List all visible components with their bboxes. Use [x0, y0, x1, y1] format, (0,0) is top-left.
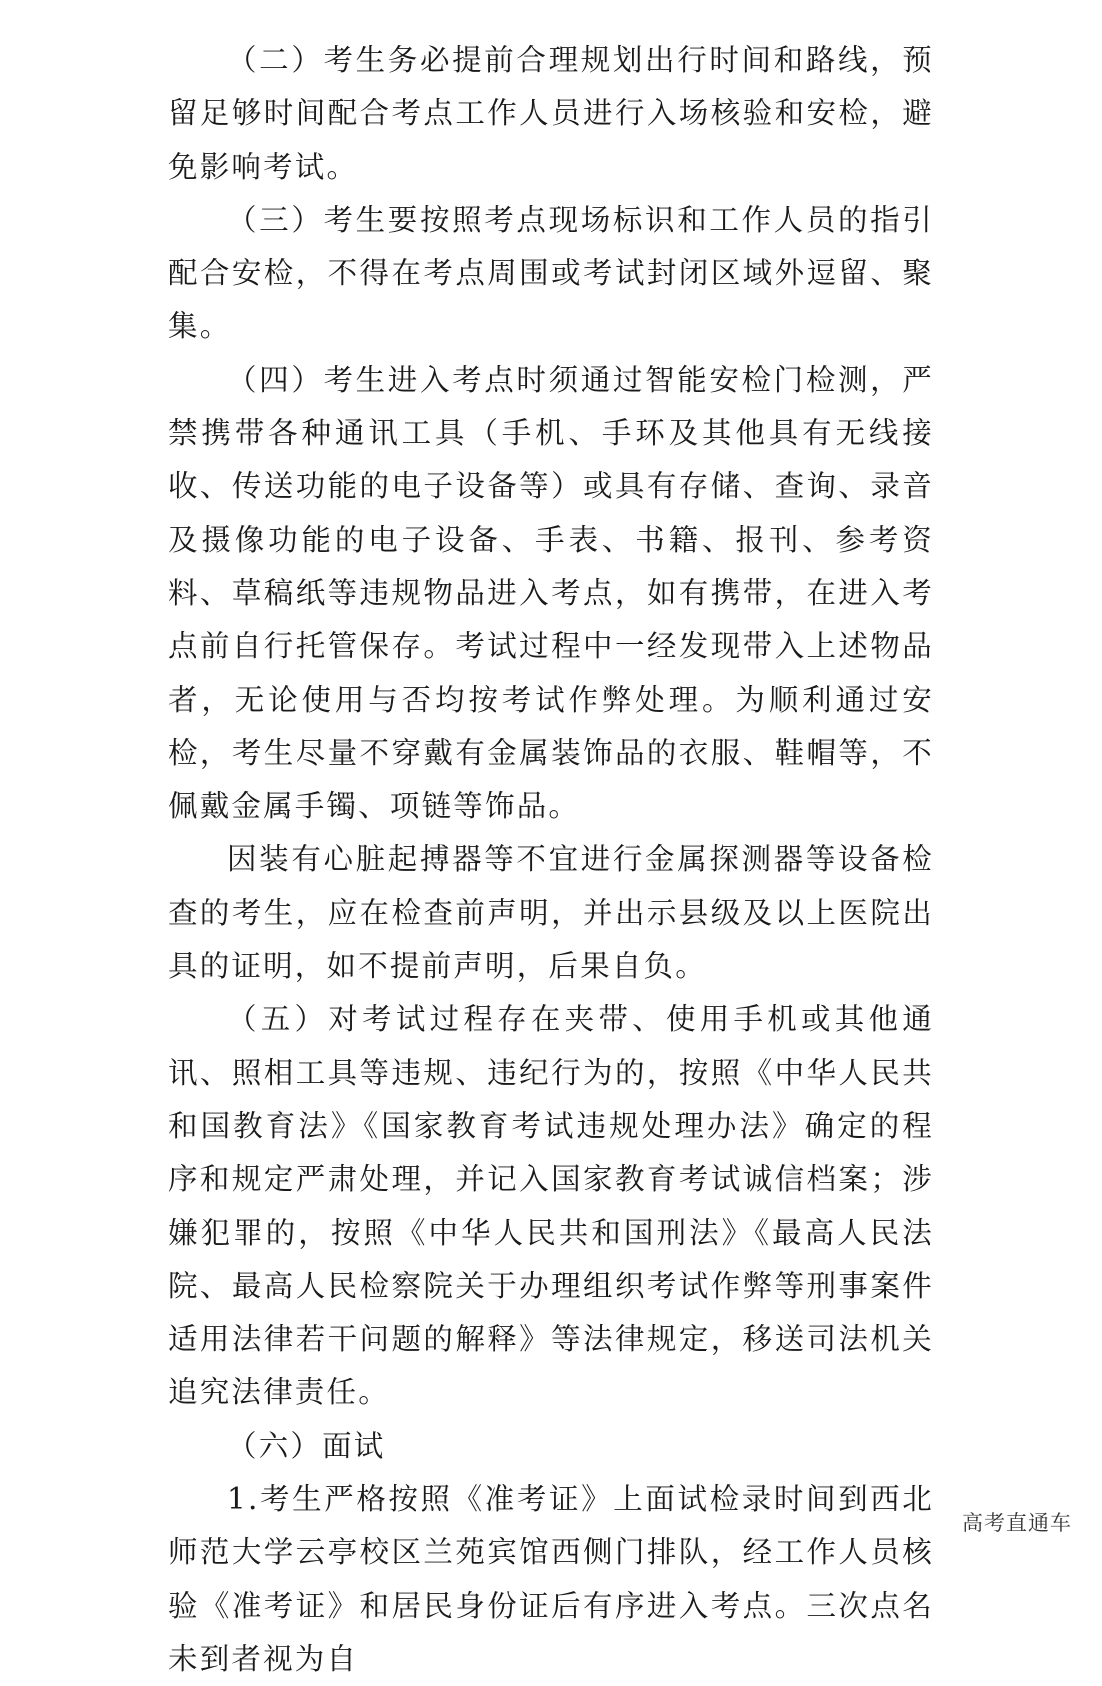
section-heading-interview: （六）面试: [227, 1428, 386, 1463]
document-body: [168, 34, 934, 1686]
paragraph-item-3: （三）考生要按照考点现场标识和工作人员的指引配合安检，不得在考点周围或考试封闭区域外逗留、聚集。: [168, 202, 934, 344]
paragraph-item-5: （五）对考试过程存在夹带、使用手机或其他通讯、照相工具等违规、违纪行为的，按照《中华人民共和国教育法》《国家教育考试违规处理办法》确定的程序和规定严肃处理，并记入国家教育考试诚信档案；涉嫌犯罪的，按照《中华人民共和国刑法》《最高人民法院、最高人民检察院关于办理组织考试作弊等刑事案件适用法律若干问题的解释》等法律规定，移送司法机关追究法律责任。: [168, 1002, 934, 1410]
source-watermark: 高考直通车: [962, 1511, 1072, 1535]
paragraph-item-2: （二）考生务必提前合理规划出行时间和路线，预留足够时间配合考点工作人员进行入场核验和安检，避免影响考试。: [168, 43, 934, 184]
paragraph-pacemaker-note: 因装有心脏起搏器等不宜进行金属探测器等设备检查的考生，应在检查前声明，并出示县级及以上医院出具的证明，如不提前声明，后果自负。: [168, 842, 934, 984]
paragraph-interview-1: 1.考生严格按照《准考证》上面试检录时间到西北师范大学云亭校区兰苑宾馆西侧门排队，经工作人员核验《准考证》和居民身份证后有序进入考点。三次点名未到者视为自: [168, 1482, 934, 1676]
paragraph-item-4: （四）考生进入考点时须通过智能安检门检测，严禁携带各种通讯工具（手机、手环及其他具有无线接收、传送功能的电子设备等）或具有存储、查询、录音及摄像功能的电子设备、手表、书籍、报刊、参考资料、草稿纸等违规物品进入考点，如有携带，在进入考点前自行托管保存。考试过程中一经发现带入上述物品者，无论使用与否均按考试作弊处理。为顺利通过安检，考生尽量不穿戴有金属装饰品的衣服、鞋帽等，不佩戴金属手镯、项链等饰品。: [168, 362, 934, 824]
